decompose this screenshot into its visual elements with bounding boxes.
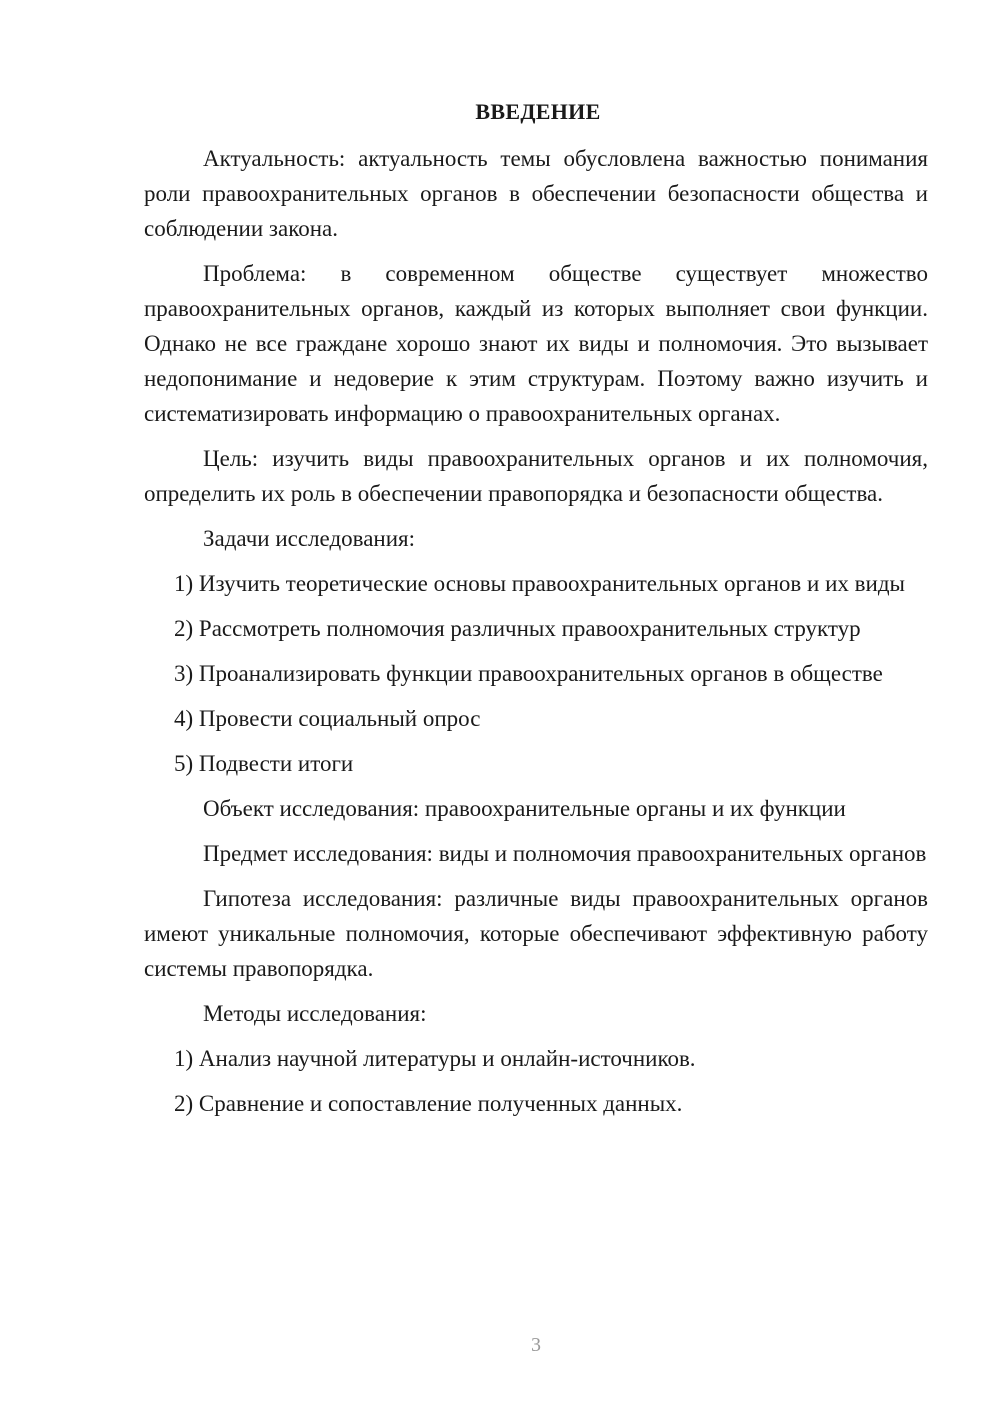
task-item-1: 1) Изучить теоретические основы правоохранительных органов и их виды <box>174 571 905 596</box>
paragraph-hypothesis: Гипотеза исследования: различные виды правоохранительных органов имеют уникальные полномочия, которые обеспечивают эффективную работу системы правопорядка. <box>144 886 928 981</box>
page-number: 3 <box>531 1334 541 1356</box>
paragraph-relevance: Актуальность: актуальность темы обусловлена важностью понимания роли правоохранительных органов в обеспечении безопасности общества и соблюдении закона. <box>144 146 928 241</box>
task-item-2: 2) Рассмотреть полномочия различных правоохранительных структур <box>174 616 861 641</box>
method-item-1: 1) Анализ научной литературы и онлайн-источников. <box>174 1046 696 1071</box>
page-body <box>144 94 928 1131</box>
task-item-3: 3) Проанализировать функции правоохранительных органов в обществе <box>174 661 883 686</box>
task-item-4: 4) Провести социальный опрос <box>174 706 481 731</box>
method-item-2: 2) Сравнение и сопоставление полученных данных. <box>174 1091 683 1116</box>
paragraph-goal: Цель: изучить виды правоохранительных органов и их полномочия, определить их роль в обеспечении правопорядка и безопасности общества. <box>144 446 928 506</box>
task-item-5: 5) Подвести итоги <box>174 751 354 776</box>
paragraph-object: Объект исследования: правоохранительные органы и их функции <box>203 796 846 821</box>
paragraph-subject: Предмет исследования: виды и полномочия правоохранительных органов <box>203 841 927 866</box>
paragraph-tasks-heading: Задачи исследования: <box>203 526 416 551</box>
paragraph-methods-heading: Методы исследования: <box>203 1001 427 1026</box>
section-title: ВВЕДЕНИЕ <box>475 99 601 124</box>
paragraph-problem: Проблема: в современном обществе существует множество правоохранительных органов, каждый из которых выполняет свои функции. Однако не все граждане хорошо знают их виды и полномочия. Это вызывает недопонимание и недоверие к этим структурам. Поэтому важно изучить и систематизировать информацию о правоохранительных органах. <box>144 261 928 426</box>
